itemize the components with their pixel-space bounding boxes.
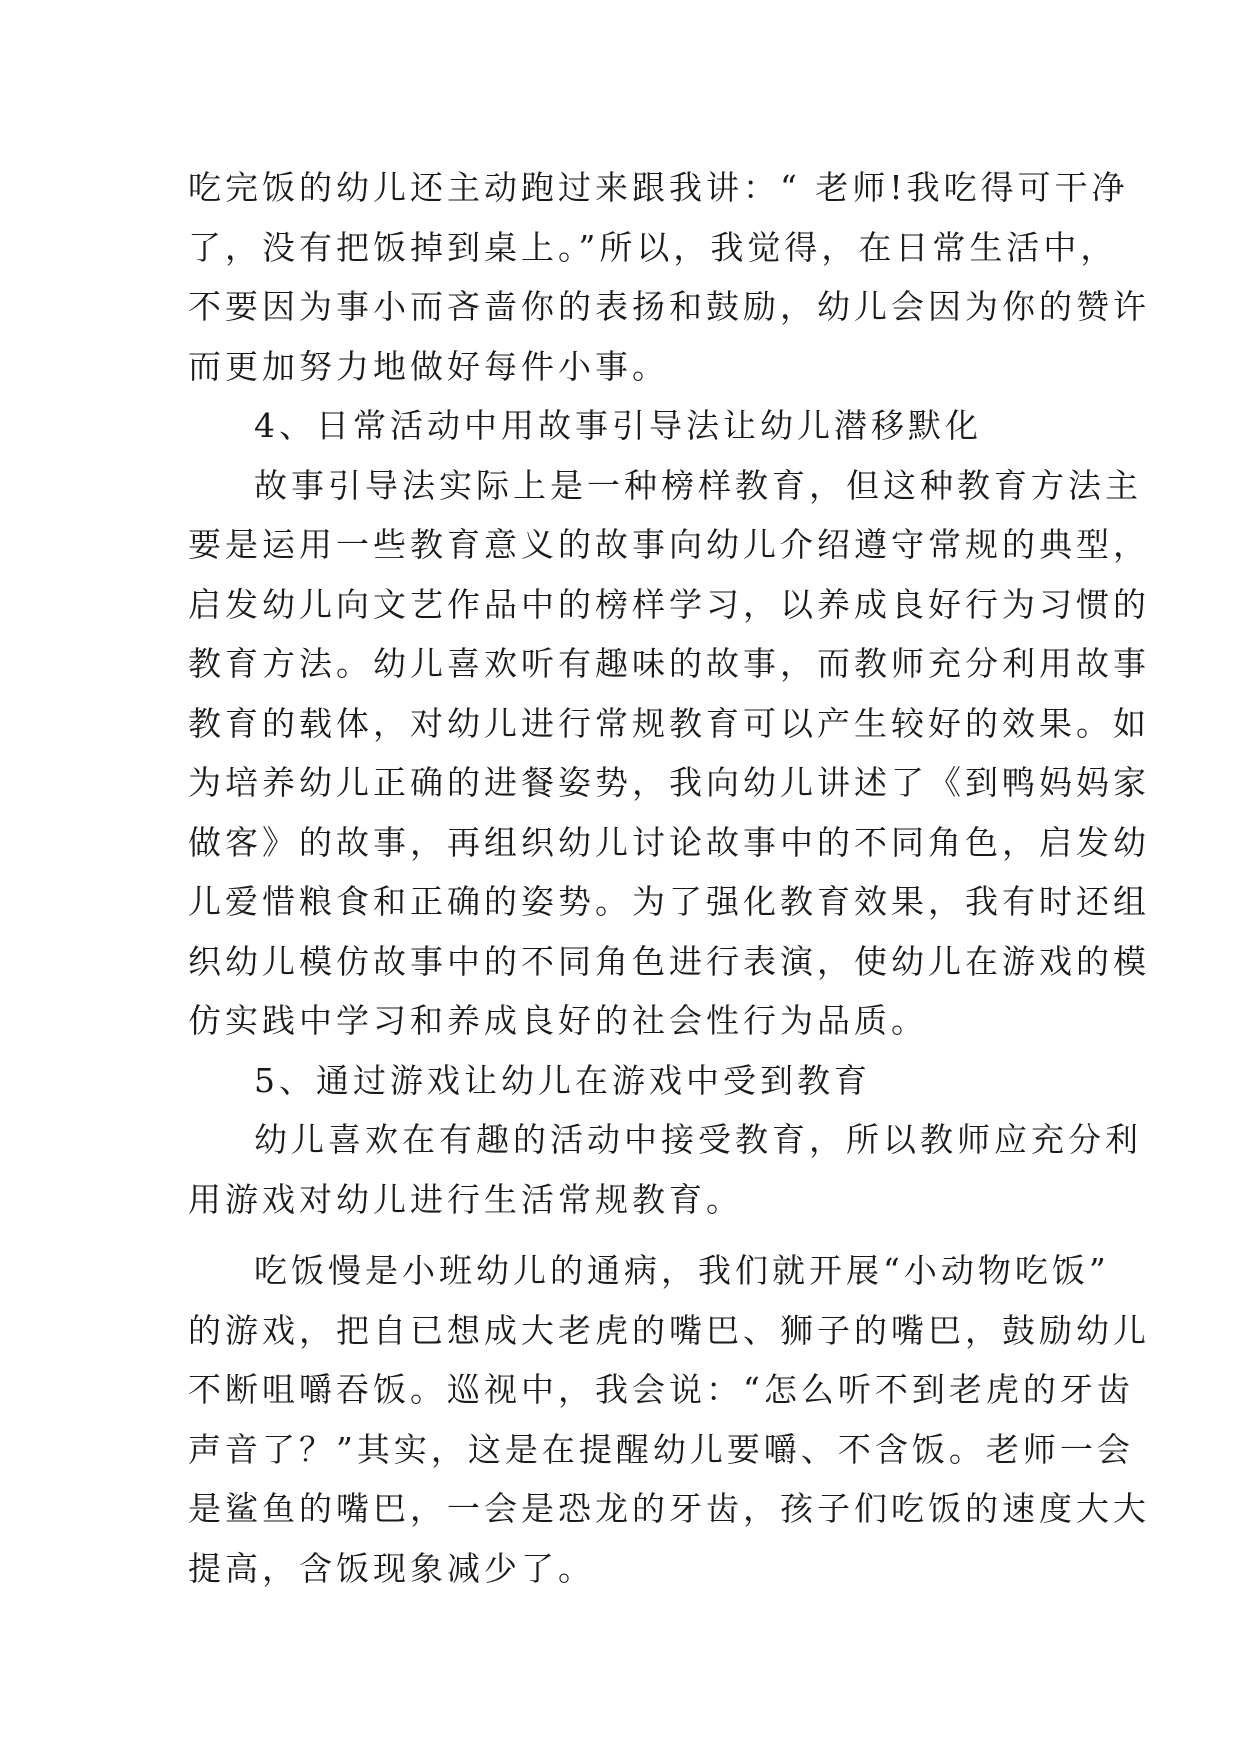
section-heading: 4、日常活动中用故事引导法让幼儿潜移默化 <box>254 406 982 445</box>
text-line: 教育的载体，对幼儿进行常规教育可以产生较好的效果。如 <box>188 703 1150 743</box>
text-line: 故事引导法实际上是一种榜样教育，但这种教育方法主 <box>254 465 1142 505</box>
text-line: 声音了？”其实，这是在提醒幼儿要嚼、不含饭。老师一会 <box>188 1429 1134 1469</box>
text-line: 而更加努力地做好每件小事。 <box>188 346 669 386</box>
text-line: 不要因为事小而吝啬你的表扬和鼓励，幼儿会因为你的赞许 <box>188 287 1150 326</box>
text-line: 教育方法。幼儿喜欢听有趣味的故事，而教师充分利用故事 <box>188 644 1150 683</box>
text-line: 要是运用一些教育意义的故事向幼儿介绍遵守常规的典型， <box>188 525 1150 564</box>
text-line: 是鲨鱼的嘴巴，一会是恐龙的牙齿，孩子们吃饭的速度大大 <box>188 1489 1150 1528</box>
document-body <box>188 158 1150 1598</box>
text-line: 的游戏，把自已想成大老虎的嘴巴、狮子的嘴巴，鼓励幼儿 <box>188 1310 1150 1350</box>
text-line: 为培养幼儿正确的进餐姿势，我向幼儿讲述了《到鸭妈妈家 <box>188 763 1150 802</box>
section-heading: 5、通过游戏让幼儿在游戏中受到教育 <box>254 1060 871 1100</box>
text-line: 启发幼儿向文艺作品中的榜样学习，以养成良好行为习惯的 <box>188 584 1150 624</box>
text-line: 幼儿喜欢在有趣的活动中接受教育，所以教师应充分利 <box>254 1120 1142 1159</box>
text-line: 吃完饭的幼儿还主动跑过来跟我讲：“ 老师!我吃得可干净 <box>188 168 1129 207</box>
text-line: 织幼儿模仿故事中的不同角色进行表演，使幼儿在游戏的模 <box>188 941 1150 981</box>
text-line: 吃饭慢是小班幼儿的通病，我们就开展“小动物吃饭” <box>254 1251 1110 1290</box>
text-line: 不断咀嚼吞饭。巡视中，我会说：“怎么听不到老虎的牙齿 <box>188 1370 1134 1409</box>
text-line: 儿爱惜粮食和正确的姿势。为了强化教育效果，我有时还组 <box>188 882 1150 921</box>
text-line: 仿实践中学习和养成良好的社会性行为品质。 <box>188 1001 928 1040</box>
text-line: 提高，含饭现象减少了。 <box>188 1548 595 1588</box>
text-line: 用游戏对幼儿进行生活常规教育。 <box>188 1179 743 1219</box>
text-line: 做客》的故事，再组织幼儿讨论故事中的不同角色，启发幼 <box>188 822 1150 862</box>
text-line: 了，没有把饭掉到桌上。”所以，我觉得，在日常生活中， <box>188 227 1118 267</box>
